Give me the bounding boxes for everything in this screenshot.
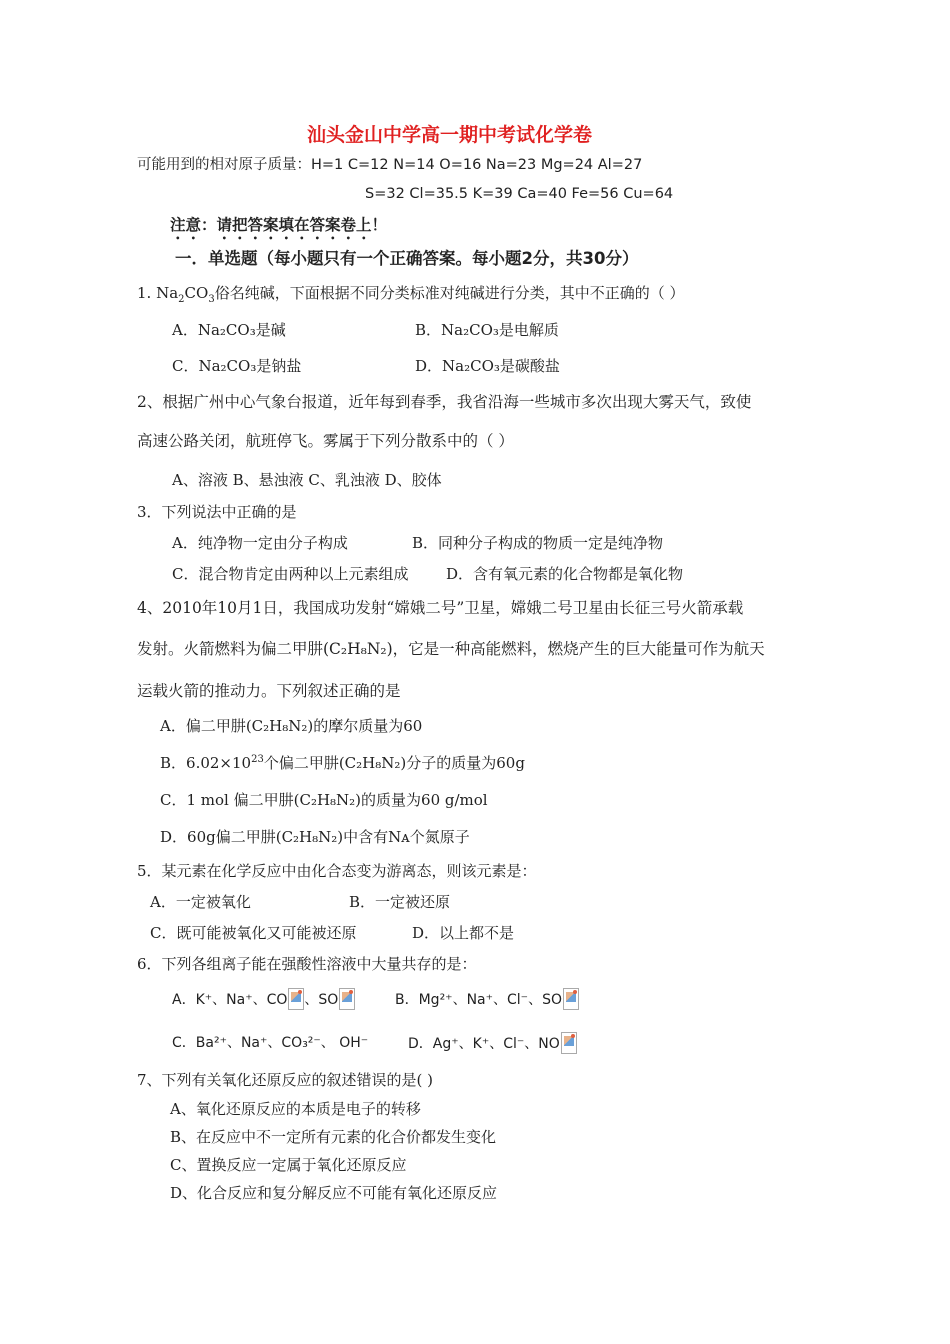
atomic-mass-line1: 可能用到的相对原子质量：H=1 C=12 N=14 O=16 Na=23 Mg=24 Al=27 [137, 157, 643, 173]
question-1-stem: 1. $Na_2CO_3$俗名纯碱，下面根据不同分类标准对纯碱进行分类，其中不正确的（ ） [137, 284, 685, 305]
question-3-option-d: D．含有氧元素的化合物都是氧化物 [446, 565, 684, 583]
question-7-option-c: C、置换反应一定属于氧化还原反应 [170, 1156, 407, 1174]
question-3-stem: 3．下列说法中正确的是 [137, 503, 297, 521]
question-4-line3: 运载火箭的推动力。下列叙述正确的是 [137, 682, 401, 700]
question-6-option-d: D．Ag⁺、K⁺、Cl⁻、NO [408, 1032, 577, 1055]
question-1-option-b: B．Na₂CO₃是电解质 [415, 321, 559, 339]
question-4-option-b: B．$6.02\times 10^{23}$个偏二甲肼(C₂H₈N₂)分子的质量为60g [160, 754, 525, 772]
question-6-option-b: B．Mg²⁺、Na⁺、Cl⁻、SO [395, 988, 579, 1011]
notice: 注意：请把答案填在答案卷上！ [170, 216, 388, 234]
question-7-option-d: D、化合反应和复分解反应不可能有氧化还原反应 [170, 1184, 498, 1202]
question-2-options: A、溶液 B、悬浊液 C、乳浊液 D、胶体 [172, 471, 442, 489]
broken-image-icon [339, 988, 355, 1010]
broken-image-icon [561, 1032, 577, 1054]
question-6-stem: 6．下列各组离子能在强酸性溶液中大量共存的是： [137, 955, 477, 973]
question-1-option-d: D．Na₂CO₃是碳酸盐 [415, 357, 560, 375]
question-6-option-c: C．Ba²⁺、Na⁺、CO₃²⁻、 OH⁻ [172, 1035, 369, 1051]
question-5-stem: 5．某元素在化学反应中由化合态变为游离态，则该元素是： [137, 862, 537, 880]
question-4-option-a: A．偏二甲肼(C₂H₈N₂)的摩尔质量为60 [160, 717, 423, 735]
question-3-option-b: B．同种分子构成的物质一定是纯净物 [412, 534, 664, 552]
broken-image-icon [563, 988, 579, 1010]
question-7-option-b: B、在反应中不一定所有元素的化合价都发生变化 [170, 1128, 497, 1146]
question-3-option-a: A．纯净物一定由分子构成 [172, 534, 348, 552]
question-1-option-c: C．Na₂CO₃是钠盐 [172, 357, 302, 375]
question-5-option-d: D．以上都不是 [412, 924, 515, 942]
question-5-option-b: B．一定被还原 [349, 893, 451, 911]
question-5-option-c: C．既可能被氧化又可能被还原 [150, 924, 357, 942]
section-heading: 一．单选题（每小题只有一个正确答案。每小题2分，共30分） [175, 249, 639, 268]
question-4-line2: 发射。火箭燃料为偏二甲肼(C₂H₈N₂)，它是一种高能燃料，燃烧产生的巨大能量可作为航天 [137, 640, 765, 658]
question-4-option-d: D．60g偏二甲肼(C₂H₈N₂)中含有Nᴀ个氮原子 [160, 828, 470, 846]
broken-image-icon [288, 988, 304, 1010]
page-title: 汕头金山中学高一期中考试化学卷 [307, 124, 593, 146]
question-7-option-a: A、氧化还原反应的本质是电子的转移 [170, 1100, 421, 1118]
atomic-mass-line2: S=32 Cl=35.5 K=39 Ca=40 Fe=56 Cu=64 [365, 186, 674, 202]
question-4-option-c: C．1 mol 偏二甲肼(C₂H₈N₂)的质量为60 g/mol [160, 791, 488, 809]
question-6-option-a: A．K⁺、Na⁺、CO 、SO [172, 988, 355, 1011]
question-3-option-c: C．混合物肯定由两种以上元素组成 [172, 565, 409, 583]
question-7-stem: 7、下列有关氧化还原反应的叙述错误的是( ) [137, 1071, 434, 1089]
question-2-line2: 高速公路关闭，航班停飞。雾属于下列分散系中的（ ） [137, 432, 514, 450]
question-5-option-a: A．一定被氧化 [150, 893, 251, 911]
question-4-line1: 4、2010年10月1日，我国成功发射“嫦娥二号”卫星，嫦娥二号卫星由长征三号火箭承载 [137, 599, 744, 617]
question-1-option-a: A．Na₂CO₃是碱 [172, 321, 286, 339]
question-2-line1: 2、根据广州中心气象台报道，近年每到春季，我省沿海一些城市多次出现大雾天气，致使 [137, 393, 752, 411]
